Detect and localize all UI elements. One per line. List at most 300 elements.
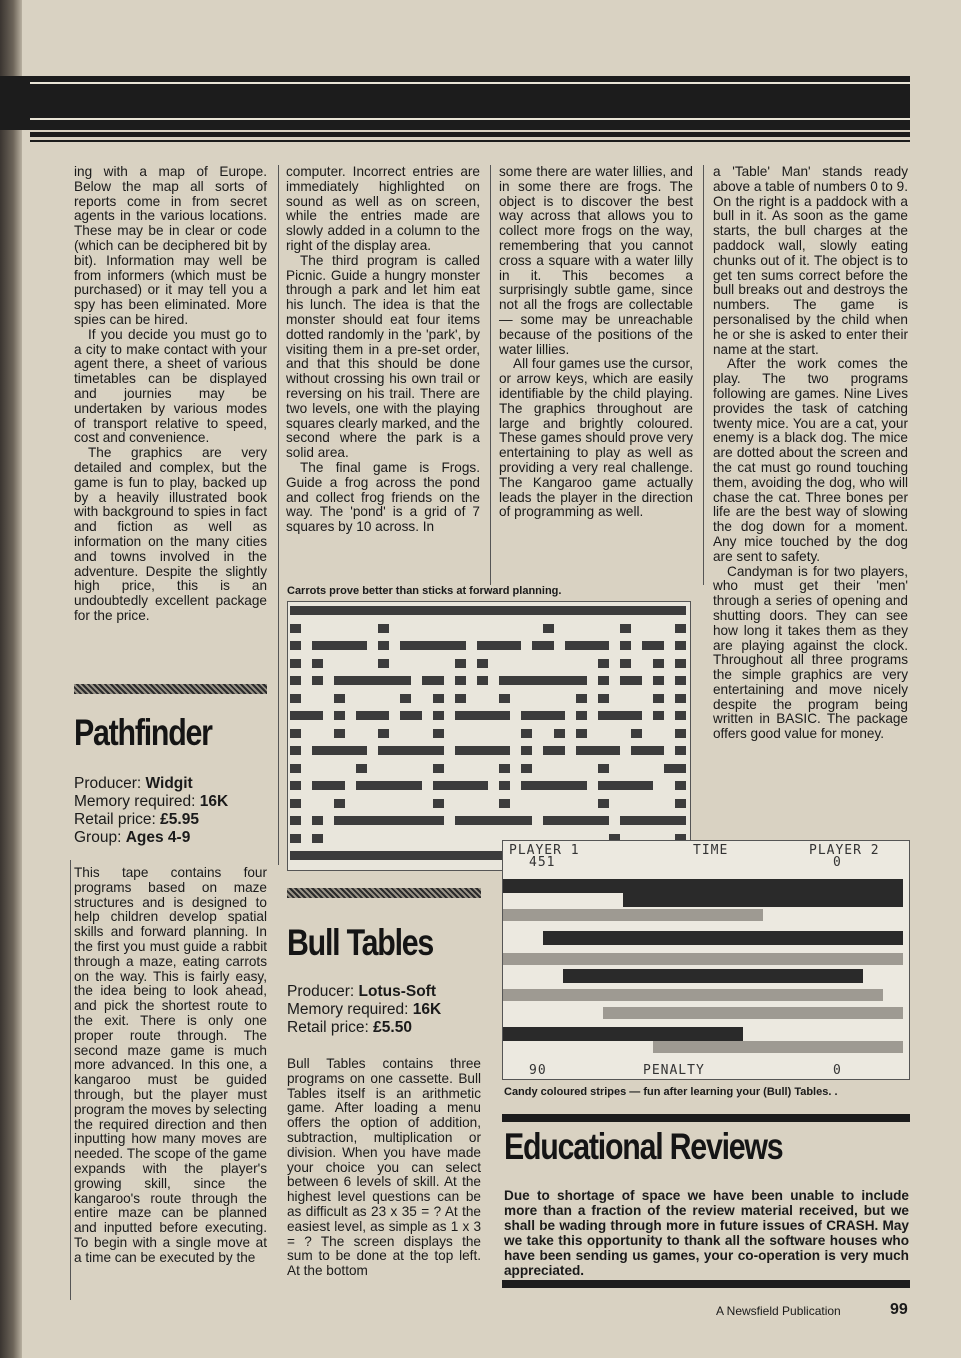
maze-wall bbox=[312, 641, 323, 650]
maze-wall bbox=[411, 816, 422, 825]
producer-value: Widgit bbox=[145, 775, 193, 792]
edu-bottom-bar bbox=[502, 1280, 910, 1288]
maze-wall bbox=[499, 746, 510, 755]
maze-wall bbox=[334, 711, 345, 720]
maze-wall bbox=[642, 816, 653, 825]
maze-wall bbox=[422, 606, 433, 615]
maze-wall bbox=[422, 746, 433, 755]
maze-wall bbox=[400, 676, 411, 685]
maze-wall bbox=[543, 816, 554, 825]
maze-wall bbox=[499, 641, 510, 650]
maze-wall bbox=[389, 816, 400, 825]
maze-wall bbox=[620, 816, 631, 825]
maze-wall bbox=[576, 781, 587, 790]
maze-wall bbox=[345, 606, 356, 615]
maze-wall bbox=[532, 606, 543, 615]
maze-wall bbox=[675, 799, 686, 808]
hud-left-number: 90 bbox=[529, 1063, 547, 1078]
maze-wall bbox=[554, 729, 565, 738]
maze-wall bbox=[653, 694, 664, 703]
maze-wall bbox=[675, 816, 686, 825]
maze-wall bbox=[378, 659, 389, 668]
maze-wall bbox=[378, 676, 389, 685]
maze-wall bbox=[620, 606, 631, 615]
maze-caption: Carrots prove better than sticks at forward planning. bbox=[287, 585, 562, 597]
maze-wall bbox=[620, 711, 631, 720]
maze-wall bbox=[576, 606, 587, 615]
maze-wall bbox=[499, 764, 510, 773]
maze-wall bbox=[466, 746, 477, 755]
hud-player1-score: 451 bbox=[529, 855, 556, 870]
column-rule bbox=[70, 860, 71, 1300]
maze-wall bbox=[499, 816, 510, 825]
maze-wall bbox=[477, 606, 488, 615]
maze-wall bbox=[609, 746, 620, 755]
maze-wall bbox=[345, 851, 356, 860]
maze-wall bbox=[422, 641, 433, 650]
paragraph: Candyman is for two players, who must get their 'men' through a series of opening and shutting doors. They can see how long it takes them as they are playing against the clock. Throughout all three programs the simple graphics are very entertaining and move nicely despite the program being written in BASIC. The package offers good value for money. bbox=[713, 563, 908, 742]
maze-wall bbox=[631, 781, 642, 790]
maze-wall bbox=[488, 816, 499, 825]
maze-wall bbox=[290, 606, 301, 615]
maze-wall bbox=[312, 606, 323, 615]
maze-wall bbox=[290, 694, 301, 703]
maze-wall bbox=[411, 746, 422, 755]
maze-wall bbox=[521, 781, 532, 790]
maze-wall bbox=[334, 694, 345, 703]
game-stripe bbox=[603, 1007, 903, 1019]
maze-wall bbox=[675, 641, 686, 650]
maze-wall bbox=[587, 606, 598, 615]
maze-wall bbox=[675, 764, 686, 773]
maze-wall bbox=[521, 676, 532, 685]
maze-wall bbox=[565, 816, 576, 825]
maze-wall bbox=[554, 816, 565, 825]
maze-wall bbox=[356, 816, 367, 825]
maze-wall bbox=[576, 694, 587, 703]
price-label: Retail price: bbox=[74, 811, 156, 828]
bull-tables-info bbox=[287, 983, 441, 1037]
maze-wall bbox=[422, 676, 433, 685]
maze-wall bbox=[543, 641, 554, 650]
maze-wall bbox=[378, 851, 389, 860]
article-column-4 bbox=[713, 165, 908, 742]
header-rule bbox=[30, 132, 910, 137]
article-column-3 bbox=[499, 165, 693, 520]
maze-wall bbox=[290, 746, 301, 755]
maze-wall bbox=[521, 606, 532, 615]
game-stripe bbox=[563, 969, 863, 983]
maze-wall bbox=[455, 641, 466, 650]
maze-wall bbox=[411, 641, 422, 650]
maze-wall bbox=[510, 606, 521, 615]
maze-wall bbox=[345, 641, 356, 650]
hud-player2-score: 0 bbox=[833, 855, 842, 870]
maze-wall bbox=[543, 746, 554, 755]
maze-wall bbox=[367, 606, 378, 615]
educational-reviews-body: Due to shortage of space we have been unable to include more than a fraction of the review material received, but we shall be wading through more in future issues of CRASH. May we take this opportunity to thank all the software houses who have been sending us games, your co-operation is very much appreciated. bbox=[504, 1188, 909, 1278]
maze-wall bbox=[400, 694, 411, 703]
maze-wall bbox=[675, 624, 686, 633]
paragraph: All four games use the cursor, or arrow keys, which are easily identifiable by the child playing. The graphics throughout are large and brightly coloured. These games should prove very entertaining to play as well as providing a very real challenge. The Kangaroo game actually leads the player in the direction of programming as well. bbox=[499, 356, 693, 520]
maze-wall bbox=[598, 746, 609, 755]
maze-wall bbox=[455, 851, 466, 860]
maze-wall bbox=[609, 711, 620, 720]
hud-time: TIME bbox=[693, 843, 729, 858]
maze-wall bbox=[290, 851, 301, 860]
maze-wall bbox=[367, 711, 378, 720]
paragraph: ing with a map of Europe. Below the map all sorts of reports come in from secret agents in the various locations. These may be in clear or code (which can be deciphered bit by bit). Information may well be from informers (which must be purchased) or it may tell you a spy has been eliminated. More spies can be hired. bbox=[74, 164, 267, 327]
maze-wall bbox=[411, 781, 422, 790]
game-stripe bbox=[503, 953, 903, 965]
maze-wall bbox=[653, 659, 664, 668]
article-column-1 bbox=[74, 165, 267, 624]
maze-wall bbox=[466, 816, 477, 825]
maze-wall bbox=[433, 781, 444, 790]
game-stripe bbox=[503, 909, 763, 921]
maze-wall bbox=[334, 606, 345, 615]
game-stripe bbox=[503, 989, 883, 1001]
maze-wall bbox=[378, 641, 389, 650]
game-stripe bbox=[653, 1041, 903, 1053]
hud-penalty: PENALTY bbox=[643, 1063, 705, 1078]
maze-wall bbox=[345, 676, 356, 685]
maze-wall bbox=[433, 711, 444, 720]
maze-wall bbox=[301, 606, 312, 615]
paragraph: a 'Table' Man' stands ready above a table of numbers 0 to 9. On the right is a paddock with a bull in it. As soon as the game starts, the bull charges at the paddock wall, slowly eating chunks out of it. The object is to get ten sums correct before the bull breaks out and destroys the numbers. The game is personalised by the child when he or she is asked to enter their name at the start. bbox=[713, 164, 908, 357]
maze-wall bbox=[345, 746, 356, 755]
maze-wall bbox=[510, 816, 521, 825]
maze-wall bbox=[576, 676, 587, 685]
maze-wall bbox=[433, 799, 444, 808]
maze-wall bbox=[312, 711, 323, 720]
maze-wall bbox=[554, 746, 565, 755]
maze-wall bbox=[609, 606, 620, 615]
maze-wall bbox=[631, 606, 642, 615]
maze-wall bbox=[543, 624, 554, 633]
maze-wall bbox=[576, 641, 587, 650]
maze-wall bbox=[598, 816, 609, 825]
hud-right-number: 0 bbox=[833, 1063, 842, 1078]
maze-wall bbox=[312, 676, 323, 685]
maze-wall bbox=[356, 781, 367, 790]
group-value: Ages 4-9 bbox=[125, 829, 191, 846]
maze-wall bbox=[356, 606, 367, 615]
maze-wall bbox=[378, 781, 389, 790]
maze-wall bbox=[323, 641, 334, 650]
maze-wall bbox=[356, 641, 367, 650]
stripes-caption: Candy coloured stripes — fun after learning your (Bull) Tables. . bbox=[504, 1086, 838, 1098]
maze-wall bbox=[290, 834, 301, 843]
maze-wall bbox=[455, 781, 466, 790]
maze-wall bbox=[664, 606, 675, 615]
maze-wall bbox=[455, 694, 466, 703]
maze-wall bbox=[609, 781, 620, 790]
maze-wall bbox=[466, 606, 477, 615]
paragraph: If you decide you must go to a city to make contact with your agent there, a sheet of various timetables can be displayed and journies may be undertaken by various modes of transport relative to speed, cost and convenience. bbox=[74, 326, 267, 446]
maze-wall bbox=[433, 746, 444, 755]
maze-wall bbox=[411, 606, 422, 615]
maze-wall bbox=[290, 711, 301, 720]
column-rule bbox=[703, 165, 704, 585]
maze-wall bbox=[378, 816, 389, 825]
maze-wall bbox=[521, 711, 532, 720]
edu-top-bar bbox=[502, 1114, 910, 1122]
maze-wall bbox=[488, 641, 499, 650]
maze-wall bbox=[455, 746, 466, 755]
pathfinder-body bbox=[74, 866, 267, 1266]
maze-wall bbox=[323, 746, 334, 755]
memory-label: Memory required: bbox=[74, 793, 196, 810]
article-column-2 bbox=[286, 165, 480, 535]
maze-wall bbox=[565, 676, 576, 685]
maze-wall bbox=[477, 781, 488, 790]
maze-wall bbox=[499, 676, 510, 685]
maze-wall bbox=[598, 781, 609, 790]
maze-wall bbox=[554, 606, 565, 615]
maze-wall bbox=[301, 851, 312, 860]
bull-tables-title: Bull Tables bbox=[287, 922, 434, 963]
maze-wall bbox=[455, 659, 466, 668]
maze-wall bbox=[334, 816, 345, 825]
memory-value: 16K bbox=[199, 793, 229, 810]
maze-wall bbox=[499, 711, 510, 720]
maze-wall bbox=[576, 746, 587, 755]
maze-wall bbox=[510, 641, 521, 650]
maze-wall bbox=[642, 781, 653, 790]
maze-wall bbox=[455, 676, 466, 685]
maze-wall bbox=[554, 781, 565, 790]
maze-wall bbox=[444, 641, 455, 650]
maze-wall bbox=[411, 851, 422, 860]
page-edge bbox=[0, 0, 22, 1358]
maze-wall bbox=[598, 676, 609, 685]
maze-wall bbox=[642, 746, 653, 755]
maze-wall bbox=[389, 781, 400, 790]
maze-wall bbox=[598, 799, 609, 808]
maze-wall bbox=[576, 711, 587, 720]
maze-wall bbox=[642, 641, 653, 650]
maze-wall bbox=[323, 851, 334, 860]
maze-wall bbox=[620, 659, 631, 668]
section-divider bbox=[74, 684, 267, 694]
maze-wall bbox=[521, 746, 532, 755]
maze-wall bbox=[587, 641, 598, 650]
header-rule-thin bbox=[30, 140, 910, 142]
maze-wall bbox=[543, 711, 554, 720]
maze-wall bbox=[653, 746, 664, 755]
maze-wall bbox=[598, 659, 609, 668]
maze-wall bbox=[290, 659, 301, 668]
maze-wall bbox=[312, 781, 323, 790]
maze-wall bbox=[290, 676, 301, 685]
maze-wall bbox=[389, 606, 400, 615]
maze-wall bbox=[334, 781, 345, 790]
maze-wall bbox=[334, 676, 345, 685]
maze-wall bbox=[290, 816, 301, 825]
paragraph: This tape contains four programs based on maze structures and is designed to help children develop spatial skills and forward planning. In the first you must guide a rabbit through a maze, eating carrots on the way. This is fairly easy, the idea being to look ahead, and pick the shortest route to the exit. There is only one proper route through. The second maze game is much more advanced. In this one, a kangaroo must be guided through, but the player must program the moves by selecting the required direction and then inputting how many moves are needed. The scope of the game expands with the player's growing skill, since the kangaroo's route through the entire maze can be planned and inputted before executing. To begin with a single move at a time can be executed by the bbox=[74, 865, 267, 1265]
maze-wall bbox=[554, 711, 565, 720]
maze-wall bbox=[400, 851, 411, 860]
maze-wall bbox=[356, 746, 367, 755]
maze-wall bbox=[400, 711, 411, 720]
maze-wall bbox=[455, 606, 466, 615]
maze-wall bbox=[444, 606, 455, 615]
producer-label: Producer: bbox=[74, 775, 142, 792]
maze-wall bbox=[367, 781, 378, 790]
footer-publisher: A Newsfield Publication bbox=[716, 1304, 841, 1318]
maze-wall bbox=[543, 606, 554, 615]
maze-wall bbox=[378, 624, 389, 633]
maze-wall bbox=[675, 711, 686, 720]
maze-wall bbox=[433, 851, 444, 860]
producer-value: Lotus-Soft bbox=[358, 983, 436, 1000]
maze-wall bbox=[433, 606, 444, 615]
section-divider bbox=[287, 888, 481, 898]
maze-wall bbox=[433, 641, 444, 650]
maze-wall bbox=[290, 799, 301, 808]
maze-wall bbox=[543, 676, 554, 685]
paragraph: After the work comes the play. The two programs following are games. Nine Lives provides the task of catching twenty mice. You are a cat, your enemy is a black dog. The mice are dotted about the screen and the cat must go round touching them, avoiding the dog, who will chase the cat. Three bones per life are the best way of slowing the dog down for a moment. Any mice touched by the dog are sent to safety. bbox=[713, 356, 908, 564]
maze-wall bbox=[400, 781, 411, 790]
maze-wall bbox=[334, 746, 345, 755]
maze-wall bbox=[499, 799, 510, 808]
maze-wall bbox=[433, 764, 444, 773]
maze-wall bbox=[675, 676, 686, 685]
maze-wall bbox=[565, 641, 576, 650]
maze-wall bbox=[411, 711, 422, 720]
maze-wall bbox=[675, 729, 686, 738]
maze-wall bbox=[499, 781, 510, 790]
maze-wall bbox=[444, 781, 455, 790]
paragraph: The graphics are very detailed and complex, but the game is fun to play, backed up by a heavily illustrated book with background to spies in fact and fiction as well as information on the many cities and towns involved in the adventure. Despite the slightly high price, this is an undoubtedly excellent package for the price. bbox=[74, 445, 267, 623]
maze-wall bbox=[576, 729, 587, 738]
maze-wall bbox=[400, 746, 411, 755]
maze-wall bbox=[378, 606, 389, 615]
maze-wall bbox=[389, 676, 400, 685]
maze-wall bbox=[598, 764, 609, 773]
maze-wall bbox=[290, 729, 301, 738]
maze-wall bbox=[675, 781, 686, 790]
maze-wall bbox=[587, 816, 598, 825]
maze-wall bbox=[488, 711, 499, 720]
maze-wall bbox=[400, 641, 411, 650]
maze-wall bbox=[653, 606, 664, 615]
price-label: Retail price: bbox=[287, 1019, 369, 1036]
maze-wall bbox=[477, 676, 488, 685]
maze-wall bbox=[510, 676, 521, 685]
maze-wall bbox=[367, 676, 378, 685]
maze-wall bbox=[587, 746, 598, 755]
maze-wall bbox=[477, 816, 488, 825]
maze-wall bbox=[312, 746, 323, 755]
maze-wall bbox=[521, 764, 532, 773]
memory-label: Memory required: bbox=[287, 1001, 409, 1018]
maze-wall bbox=[367, 851, 378, 860]
maze-wall bbox=[631, 816, 642, 825]
maze-wall bbox=[290, 764, 301, 773]
game-stripe bbox=[543, 931, 903, 945]
maze-wall bbox=[532, 711, 543, 720]
maze-wall bbox=[499, 606, 510, 615]
maze-wall bbox=[488, 851, 499, 860]
maze-wall bbox=[543, 781, 554, 790]
hud-player1: PLAYER 1 bbox=[509, 843, 580, 858]
maze-wall bbox=[620, 624, 631, 633]
hud-player2: PLAYER 2 bbox=[809, 843, 880, 858]
maze-wall bbox=[433, 694, 444, 703]
bull-tables-body bbox=[287, 1057, 481, 1279]
maze-wall bbox=[664, 764, 675, 773]
paragraph: some there are water lillies, and in some there are frogs. The object is to discover the best way across that allows you to collect more frogs on the way, remembering that you cannot cross a square with a water lilly in it. This becomes a surprisingly subtle game, since not all the frogs are collectable — some may be unreachable because of the positions of the water lillies. bbox=[499, 164, 693, 357]
educational-reviews-title: Educational Reviews bbox=[504, 1126, 783, 1167]
maze-wall bbox=[675, 746, 686, 755]
paragraph: computer. Incorrect entries are immediately highlighted on sound as well as on screen, while the entries made are slowly added in a column to the right of the display area. bbox=[286, 164, 480, 253]
maze-wall bbox=[312, 834, 323, 843]
maze-wall bbox=[312, 816, 323, 825]
maze-wall bbox=[620, 781, 631, 790]
maze-wall bbox=[301, 711, 312, 720]
maze-wall bbox=[477, 641, 488, 650]
maze-wall bbox=[290, 781, 301, 790]
maze-wall bbox=[312, 851, 323, 860]
pathfinder-info bbox=[74, 775, 228, 847]
maze-screenshot bbox=[287, 601, 691, 871]
maze-wall bbox=[290, 641, 301, 650]
maze-wall bbox=[400, 606, 411, 615]
maze-wall bbox=[576, 816, 587, 825]
maze-wall bbox=[521, 816, 532, 825]
maze-wall bbox=[631, 729, 642, 738]
maze-wall bbox=[565, 781, 576, 790]
maze-wall bbox=[433, 729, 444, 738]
maze-wall bbox=[675, 694, 686, 703]
price-value: £5.95 bbox=[160, 811, 199, 828]
maze-wall bbox=[466, 781, 477, 790]
maze-wall bbox=[554, 676, 565, 685]
maze-wall bbox=[598, 606, 609, 615]
maze-wall bbox=[488, 746, 499, 755]
maze-wall bbox=[521, 729, 532, 738]
maze-wall bbox=[378, 746, 389, 755]
maze-wall bbox=[444, 851, 455, 860]
memory-value: 16K bbox=[412, 1001, 442, 1018]
maze-wall bbox=[345, 816, 356, 825]
maze-wall bbox=[433, 816, 444, 825]
group-label: Group: bbox=[74, 829, 122, 846]
maze-wall bbox=[389, 746, 400, 755]
maze-wall bbox=[598, 711, 609, 720]
maze-wall bbox=[532, 781, 543, 790]
maze-wall bbox=[598, 694, 609, 703]
maze-wall bbox=[631, 676, 642, 685]
maze-wall bbox=[488, 606, 499, 615]
paragraph: The final game is Frogs. Guide a frog across the pond and collect frog friends on the way. The 'pond' is a grid of 7 squares by 10 across. In bbox=[286, 459, 480, 535]
maze-wall bbox=[653, 711, 664, 720]
maze-wall bbox=[477, 711, 488, 720]
column-rule bbox=[490, 165, 491, 585]
maze-wall bbox=[334, 799, 345, 808]
maze-wall bbox=[334, 851, 345, 860]
maze-wall bbox=[378, 711, 389, 720]
paragraph: The third program is called Picnic. Guide a hungry monster through a park and let him eat his lunch. The idea is that the monster should eat four items dotted randomly in the 'park', by visiting them in a pre-set order, and that this should be done without crossing his own trail or reversing on his trail. There are two levels, one with the playing squares clearly marked, and the second where the park is a solid area. bbox=[286, 252, 480, 461]
maze-wall bbox=[620, 641, 631, 650]
stripes-screenshot bbox=[502, 840, 910, 1080]
maze-wall bbox=[334, 641, 345, 650]
maze-wall bbox=[400, 816, 411, 825]
maze-wall bbox=[675, 606, 686, 615]
maze-wall bbox=[323, 781, 334, 790]
